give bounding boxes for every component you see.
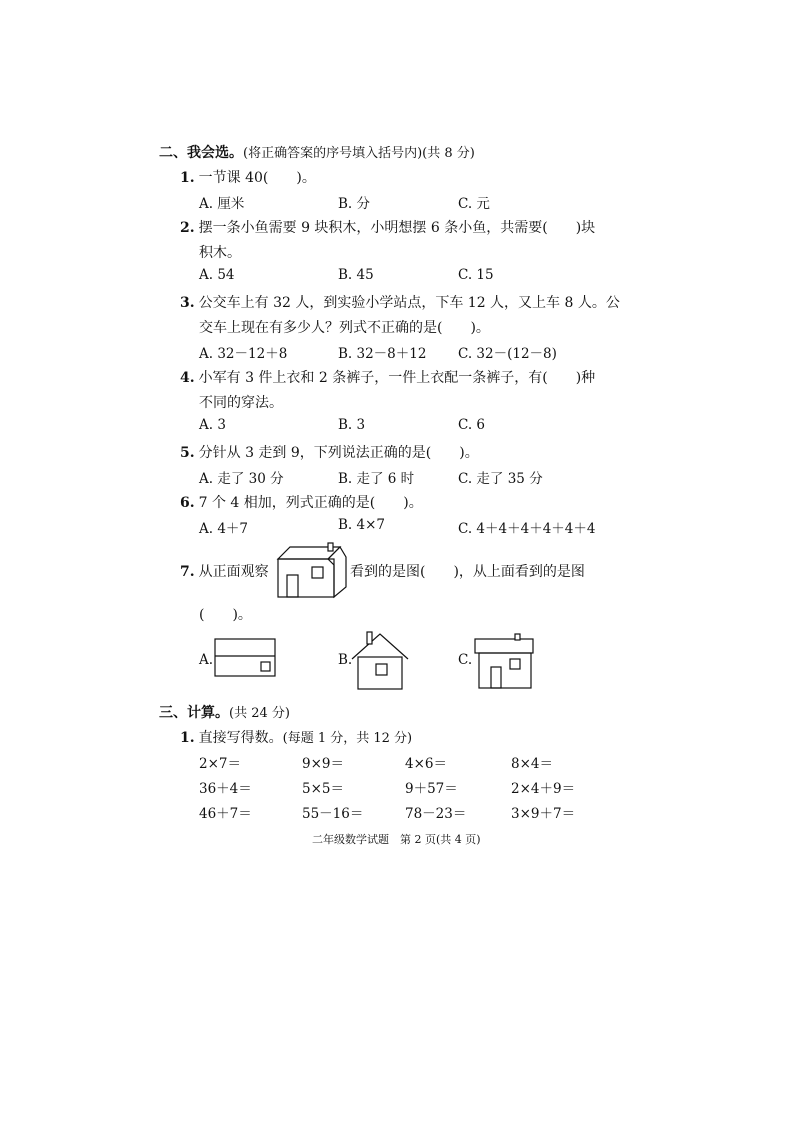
q3-option-c[interactable]: C. 32－(12－8) (458, 346, 557, 362)
q5-option-a[interactable]: A. 走了 30 分 (199, 471, 284, 487)
calc-item[interactable]: 2×4＋9＝ (511, 781, 576, 797)
question-3 (180, 292, 620, 312)
q2-option-c[interactable]: C. 15 (458, 267, 494, 283)
section-2-note: (将正确答案的序号填入括号内)(共 8 分) (243, 146, 475, 161)
house-chimney (328, 543, 333, 551)
q6-option-c[interactable]: C. 4＋4＋4＋4＋4＋4 (458, 521, 596, 537)
q1-option-c[interactable]: C. 元 (458, 196, 490, 212)
question-text: 分针从 3 走到 9，下列说法正确的是( )。 (198, 445, 479, 461)
question-number: 6. (180, 495, 195, 511)
calc-item[interactable]: 9×9＝ (302, 756, 344, 772)
calc-item[interactable]: 3×9＋7＝ (511, 806, 576, 822)
page-footer: 二年级数学试题 第 2 页(共 4 页) (312, 833, 481, 846)
q7-option-b[interactable]: B. (338, 652, 353, 668)
question-text: 直接写得数。 (198, 730, 283, 746)
question-7-continued: 看到的是图( )，从上面看到的是图 (350, 564, 585, 580)
question-2 (180, 217, 595, 237)
q6-option-b[interactable]: B. 4×7 (338, 517, 385, 533)
question-number: 5. (180, 445, 195, 461)
q4-option-c[interactable]: C. 6 (458, 417, 486, 433)
question-number: 3. (180, 295, 195, 311)
calc-question-1 (180, 727, 412, 747)
house-roof-side (328, 547, 346, 597)
house-door (287, 575, 298, 597)
calc-item[interactable]: 5×5＝ (302, 781, 344, 797)
question-text: 从正面观察 (198, 564, 269, 580)
question-number: 1. (180, 170, 195, 186)
calc-item[interactable]: 36＋4＝ (199, 781, 252, 797)
question-note: (每题 1 分，共 12 分) (282, 731, 413, 746)
q5-option-b[interactable]: B. 走了 6 时 (338, 471, 415, 487)
question-number: 2. (180, 220, 195, 236)
section-3-note: (共 24 分) (229, 706, 290, 721)
house-window (312, 567, 323, 578)
q1-option-a[interactable]: A. 厘米 (199, 196, 245, 212)
top-view-figure (214, 638, 276, 678)
q2-option-a[interactable]: A. 54 (199, 267, 235, 283)
calc-item[interactable]: 4×6＝ (405, 756, 447, 772)
question-text: 7 个 4 相加，列式正确的是( )。 (198, 495, 423, 511)
q6-option-a[interactable]: A. 4＋7 (199, 521, 249, 537)
house-front-wall (278, 559, 334, 597)
section-3-heading (159, 702, 290, 722)
calc-item[interactable]: 2×7＝ (199, 756, 241, 772)
question-4-line-2: 不同的穿法。 (199, 395, 283, 411)
house-pointed-roof-figure (350, 631, 410, 691)
question-text: 一节课 40( )。 (198, 170, 316, 186)
question-number: 7. (180, 564, 195, 580)
calc-item[interactable]: 9＋57＝ (405, 781, 458, 797)
q7-option-c[interactable]: C. (458, 652, 473, 668)
house-front-view-figure (474, 634, 536, 690)
q7-option-a[interactable]: A. (199, 652, 214, 668)
q3-option-b[interactable]: B. 32－8＋12 (338, 346, 427, 362)
question-6 (180, 492, 423, 512)
question-3-line-2: 交车上现在有多少人？列式不正确的是( )。 (199, 320, 490, 336)
calc-item[interactable]: 46＋7＝ (199, 806, 252, 822)
question-1 (180, 167, 316, 187)
question-text: 公交车上有 32 人，到实验小学站点，下车 12 人，又上车 8 人。公 (198, 295, 620, 311)
question-7 (180, 561, 269, 581)
section-3-title: 三、计算。 (159, 705, 229, 721)
question-text: 摆一条小鱼需要 9 块积木，小明想摆 6 条小鱼，共需要( )块 (198, 220, 596, 236)
q2-option-b[interactable]: B. 45 (338, 267, 374, 283)
calc-item[interactable]: 55－16＝ (302, 806, 364, 822)
question-2-line-2: 积木。 (199, 245, 241, 261)
calc-item[interactable]: 78－23＝ (405, 806, 467, 822)
section-2-heading (159, 142, 475, 162)
q4-option-b[interactable]: B. 3 (338, 417, 366, 433)
section-2-title: 二、我会选。 (159, 145, 243, 161)
calc-item[interactable]: 8×4＝ (511, 756, 553, 772)
question-4 (180, 367, 595, 387)
q1-option-b[interactable]: B. 分 (338, 196, 371, 212)
q5-option-c[interactable]: C. 走了 35 分 (458, 471, 543, 487)
house-3d-figure (274, 543, 350, 599)
question-text: 小军有 3 件上衣和 2 条裤子，一件上衣配一条裤子，有( )种 (198, 370, 596, 386)
q3-option-a[interactable]: A. 32－12＋8 (199, 346, 288, 362)
q4-option-a[interactable]: A. 3 (199, 417, 226, 433)
question-5 (180, 442, 479, 462)
question-number: 1. (180, 730, 195, 746)
question-number: 4. (180, 370, 195, 386)
question-7-line-2: ( )。 (199, 607, 252, 623)
